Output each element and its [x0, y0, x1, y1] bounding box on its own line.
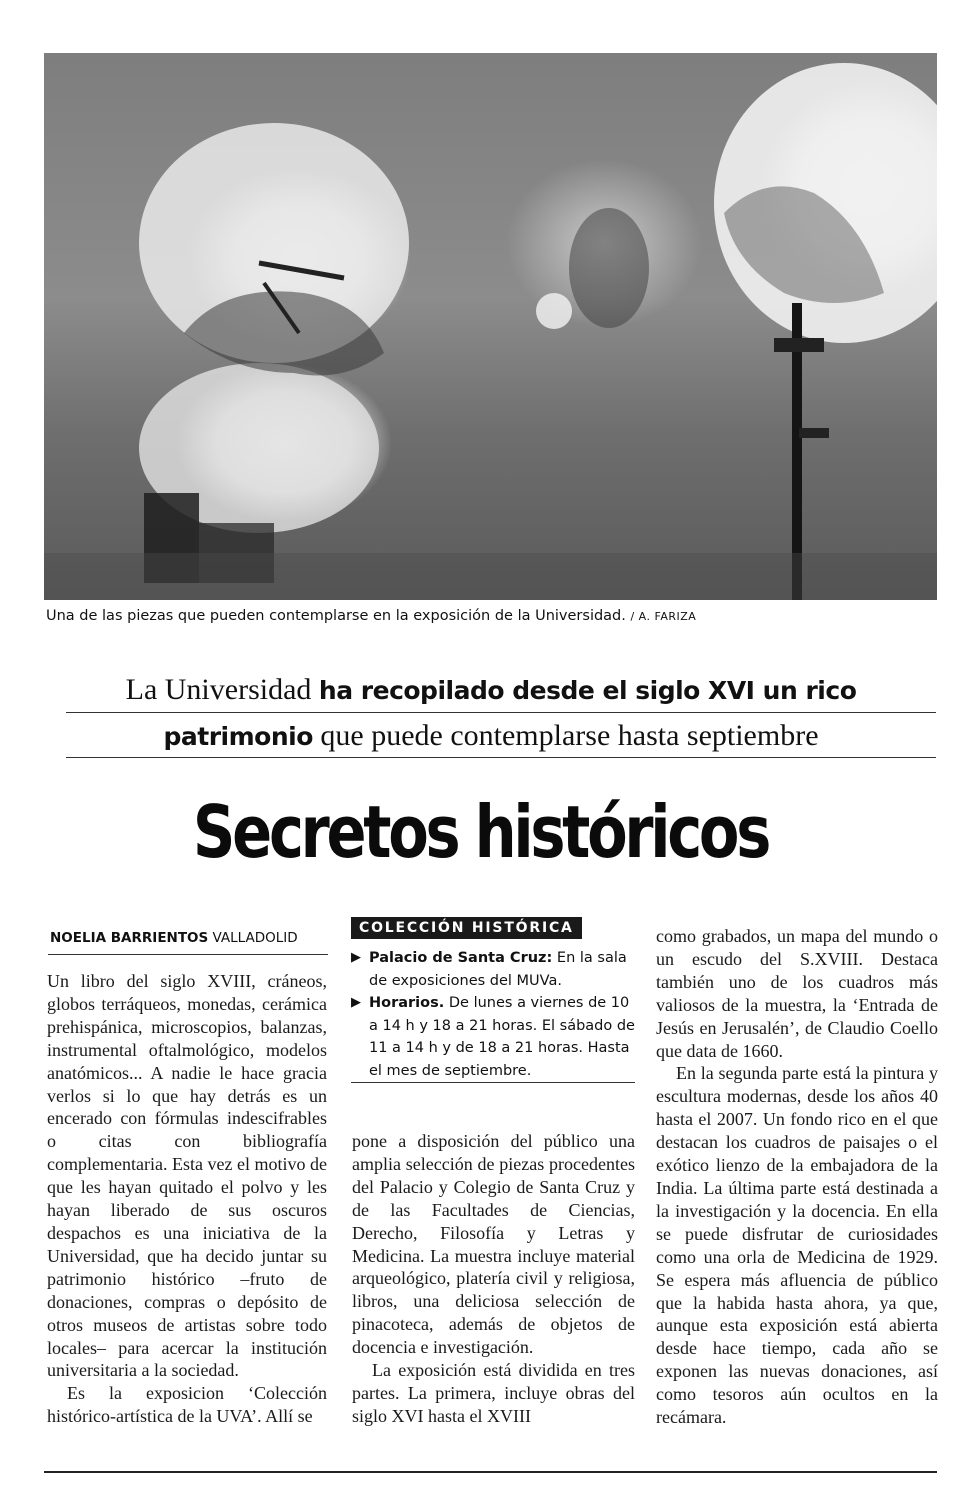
article-column-2 [352, 1130, 635, 1428]
byline-rule [48, 954, 328, 955]
subheadline-line-2 [46, 716, 936, 757]
info-box-item [351, 947, 635, 992]
deck-divider [66, 712, 936, 713]
info-box-items [351, 947, 635, 1083]
info-item-text: En la sala de exposiciones del MUVa. [369, 950, 627, 989]
arrow-icon: ▶ [351, 995, 361, 1011]
byline-place: VALLADOLID [208, 930, 298, 946]
anatomical-skulls-image [44, 53, 937, 600]
deck-line1-plain: La Universidad [125, 673, 319, 706]
info-item-title: Palacio de Santa Cruz: [369, 950, 553, 966]
page-bottom-rule [44, 1471, 937, 1473]
paragraph: Un libro del siglo XVIII, cráneos, globos terráqueos, monedas, cerámica prehispánica, microscopios, balanzas, instrumental oftalmológico, modelos anatómicos... A nadie le hace gracia verlos si lo que hay detrás es un encerado con fórmulas indescifrables o citas con bibliografía complementaria. Esta vez el motivo de que les hayan quitado el polvo y les hayan liberado de sus oscuros despachos es una iniciativa de la Universidad, que ha decido juntar su patrimonio histórico –fruto de donaciones, compras o depósito de otros museos de artistas sobre todo locales– para acercar la institución universitaria a la sociedad. [47, 971, 327, 1381]
article-column-1 [47, 970, 327, 1428]
article-photo [44, 53, 937, 600]
paragraph: En la segunda parte está la pintura y escultura modernas, desde los años 40 hasta el 2007. Un fondo rico en el que destacan los cuadros de paisajes o el exótico lienzo de la embajadora de la India. La última parte está destinada a la investigación y la docencia. En ella se puede disfrutar de curiosidades como una orla de Medicina de 1929. Se espera más afluencia de público que la habida hasta ahora, ya que, aunque esta exposición está abierta desde hace tiempo, cada año se exponen las nuevas donaciones, así como tesoros aún ocultos en la recámara. [656, 1063, 938, 1428]
paragraph: como grabados, un mapa del mundo o un escudo del S.XVIII. Destaca también uno de los cuadros más valiosos de la muestra, la ‘Entrada de Jesús en Jerusalén’, de Claudio Coello que data de 1660. [656, 926, 938, 1061]
deck-divider-bottom [66, 757, 936, 758]
caption-text: Una de las piezas que pueden contemplarse en la exposición de la Universidad. [46, 608, 626, 624]
byline-author: NOELIA BARRIENTOS [50, 930, 209, 946]
paragraph: La exposición está dividida en tres partes. La primera, incluye obras del siglo XVI hasta el XVIII [352, 1360, 635, 1426]
arrow-icon: ▶ [351, 950, 361, 965]
photo-credit: / A. FARIZA [630, 610, 697, 623]
deck-line2-bold: patrimonio [163, 722, 313, 751]
byline [50, 930, 298, 946]
info-item-text: De lunes a viernes de 10 a 14 h y 18 a 21 horas. El sábado de 11 a 14 h y de 18 a 21 horas. Hasta el mes de septiembre. [369, 995, 635, 1079]
subheadline-line-1 [46, 670, 936, 711]
headline: Secretos históricos [192, 790, 769, 874]
deck-line2-plain: que puede contemplarse hasta septiembre [312, 719, 819, 752]
info-box-label: COLECCIÓN HISTÓRICA [351, 917, 582, 939]
info-item-title: Horarios. [369, 995, 445, 1012]
paragraph: Es la exposicion ‘Colección histórico-artística de la UVA’. Allí se [47, 1383, 327, 1427]
article-column-3 [656, 925, 938, 1429]
paragraph: pone a disposición del público una amplia selección de piezas procedentes del Palacio y Colegio de Santa Cruz y de las Facultades de Ciencias, Derecho, Filosofía y Letras y Medicina. La muestra incluye material arqueológico, platería civil y religiosa, libros, una deliciosa selección de pinacoteca, además de objetos de docencia e investigación. [352, 1131, 635, 1358]
deck-line1-bold: ha recopilado desde el siglo XVI un rico [318, 676, 857, 705]
photo-caption [46, 608, 696, 624]
info-box [351, 917, 635, 1083]
info-box-item [351, 992, 635, 1082]
